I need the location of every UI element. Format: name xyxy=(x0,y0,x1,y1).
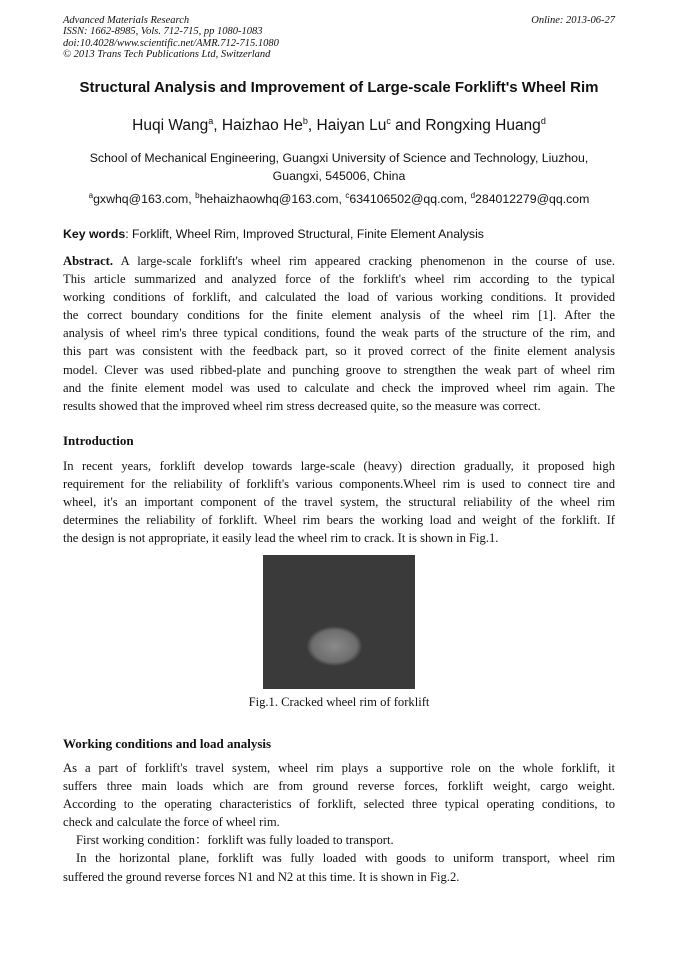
text-line: results showed that the improved wheel rim stress decreased quite, so the measure was correct. xyxy=(63,398,541,413)
text-line: As a part of forklift's travel system, wheel rim plays a supportive role on the whole forklift, it xyxy=(63,761,615,775)
emails xyxy=(0,191,678,206)
journal-header xyxy=(63,15,279,61)
copyright: © 2013 Trans Tech Publications Ltd, Switzerland xyxy=(63,49,271,61)
introduction-paragraph xyxy=(63,457,615,547)
author: Haiyan Lu$^c$ and xyxy=(316,116,426,135)
text-line: model. Clever was used ribbed-plate and punching groove to strengthen the weak part of wheel rim xyxy=(63,362,615,377)
text-line: In the horizontal plane, forklift was fully loaded with goods to uniform transport, wheel rim xyxy=(76,851,615,866)
text-line: wheel, it's an important component of the travel system, the structural reliability of the wheel rim xyxy=(63,495,615,510)
abstract xyxy=(63,252,615,415)
text-line: requirement for the reliability of forklift's various components.Wheel rim is used to connect tire and xyxy=(63,477,615,492)
text-line: First working condition：forklift was fully loaded to transport. xyxy=(76,833,394,848)
text-line: and the finite element model was used to calculate and check the improved wheel rim again. The xyxy=(63,380,615,395)
text-line: this part was consistent with the feedback part, so it proved correct of the finite element analysis xyxy=(63,344,615,359)
email[interactable]: $^a$gxwhq@163.com, xyxy=(88,191,196,207)
text-line: In recent years, forklift develop towards large-scale (heavy) direction gradually, it proposed high xyxy=(63,459,615,473)
text-line: According to the operating characteristics of forklift, selected three typical operating conditions, to xyxy=(63,797,615,812)
text-line: working conditions of forklift, and calculated the load of various working conditions. It provided xyxy=(63,290,615,305)
text-line: determines the reliability of forklift. Wheel rim bears the working load and weight of the forklift. If xyxy=(63,513,615,528)
paper-title: Structural Analysis and Improvement of Large-scale Forklift's Wheel Rim xyxy=(79,79,599,96)
figure-1-caption: Fig.1. Cracked wheel rim of forklift xyxy=(248,695,430,709)
abstract-label: Abstract. xyxy=(63,254,114,268)
text-line: suffered the ground reverse forces N1 and N2 at this time. It is shown in Fig.2. xyxy=(63,869,460,884)
issn: ISSN: 1662-8985, Vols. 712-715, pp 1080-1083 xyxy=(63,26,263,38)
figure-1-photo-cracked-wheel-rim xyxy=(263,555,415,689)
email[interactable]: $^b$hehaizhaowhq@163.com, xyxy=(195,191,346,207)
text-line: check and calculate the force of wheel rim. xyxy=(63,815,280,830)
affiliation: School of Mechanical Engineering, Guangxi University of Science and Technology, Liuzhou, Guangxi, 545006, China xyxy=(89,151,589,183)
journal-name: Advanced Materials Research xyxy=(63,15,190,26)
section-heading-introduction: Introduction xyxy=(63,433,134,448)
text-line: the design is not appropriate, it easily lead the wheel rim to crack. It is shown in Fig.1. xyxy=(63,531,499,546)
online-date: Online: 2013-06-27 xyxy=(531,15,615,26)
doi: doi:10.4028/www.scientific.net/AMR.712-715.1080 xyxy=(63,37,279,49)
email[interactable]: $^d$284012279@qq.com xyxy=(470,191,590,207)
author: Haizhao He$^b$, xyxy=(221,116,317,135)
text-line: Abstract. A large-scale forklift's wheel rim appeared cracking phenomenon in the course of use. xyxy=(63,254,615,268)
text-line: the correct boundary conditions for the finite element analysis of the wheel rim [1]. After the xyxy=(63,308,615,323)
text-line: suffers three main loads which are from ground reverse forces, forklift weight, cargo weight. xyxy=(63,779,615,794)
text-line: analysis of wheel rim's three typical conditions, found the weak parts of the structure of the rim, and xyxy=(63,326,615,341)
section-heading-working-conditions: Working conditions and load analysis xyxy=(63,736,272,751)
authors xyxy=(0,116,678,135)
keywords: Key words: Forklift, Wheel Rim, Improved Structural, Finite Element Analysis xyxy=(63,227,484,241)
author: Rongxing Huang$^d$ xyxy=(425,116,546,135)
email[interactable]: $^c$634106502@qq.com, xyxy=(345,191,471,207)
working-conditions-paragraph xyxy=(63,759,615,886)
text-line: This article summarized and analyzed force of the forklift's wheel rim according to the typical xyxy=(63,272,615,287)
author: Huqi Wang$^a$, xyxy=(132,116,222,135)
